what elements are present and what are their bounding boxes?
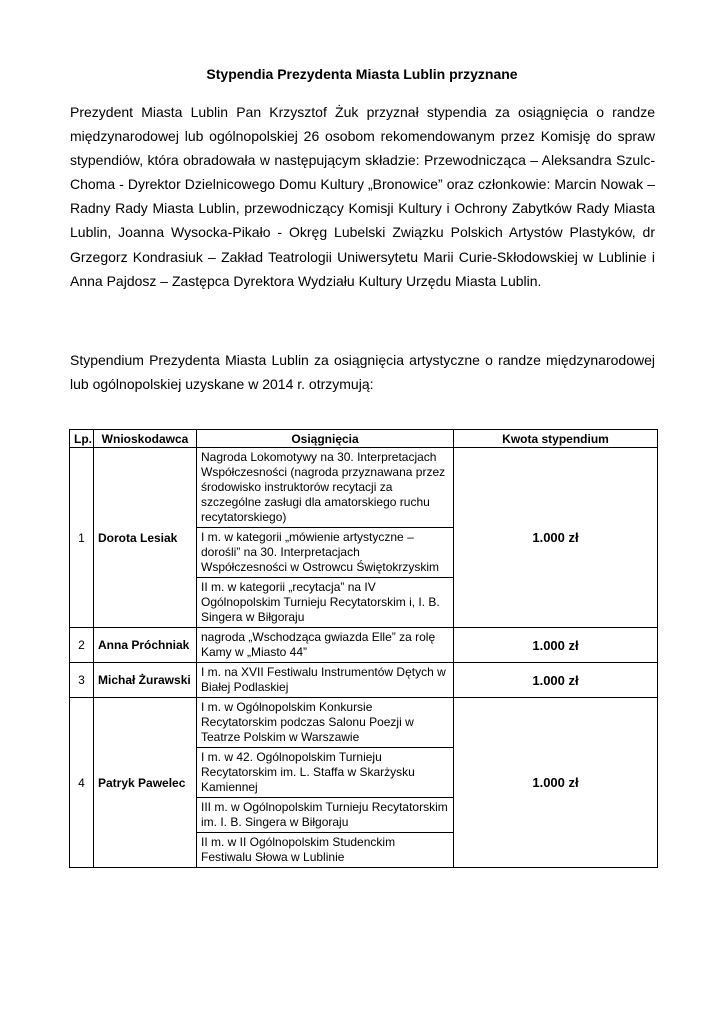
header-achievements: Osiągnięcia: [197, 430, 454, 448]
header-applicant: Wnioskodawca: [94, 430, 197, 448]
achievement-cell: II m. w II Ogólnopolskim Studenckim Festiwalu Słowa w Lublinie: [197, 833, 454, 868]
applicant-name: Michał Żurawski: [94, 663, 197, 698]
page-title: Stypendia Prezydenta Miasta Lublin przyznane: [206, 66, 518, 82]
scholarship-amount: 1.000 zł: [454, 663, 658, 698]
scholarship-amount: 1.000 zł: [454, 448, 658, 628]
achievement-cell: III m. w Ogólnopolskim Turnieju Recytatorskim im. I. B. Singera w Biłgoraju: [197, 798, 454, 833]
achievement-cell: I m. w Ogólnopolskim Konkursie Recytatorskim podczas Salonu Poezji w Teatrze Polskim w Warszawie: [197, 698, 454, 748]
scholarship-table: [69, 429, 658, 868]
achievement-cell: Nagroda Lokomotywy na 30. Interpretacjach Współczesności (nagroda przyznawana przez środowisko instruktorów recytacji za szczególne zasługi dla amatorskiego ruchu recytatorskiego): [197, 448, 454, 528]
achievement-cell: II m. w kategorii „recytacja” na IV Ogólnopolskim Turnieju Recytatorskim i, I. B. Singera w Biłgoraju: [197, 578, 454, 628]
row-number: 1: [70, 448, 94, 628]
achievement-cell: I m. w kategorii „mówienie artystyczne – dorośli” na 30. Interpretacjach Współczesności w Ostrowcu Świętokrzyskim: [197, 528, 454, 578]
intro-paragraph: Prezydent Miasta Lublin Pan Krzysztof Żuk przyznał stypendia za osiągnięcia o randze międzynarodowej lub ogólnopolskiej 26 osobom rekomendowanym przez Komisję do spraw stypendiów, która obradowała w następującym składzie: Przewodnicząca – Aleksandra Szulc-Choma - Dyrektor Dzielnicowego Domu Kultury „Bronowice” oraz członkowie: Marcin Nowak – Radny Rady Miasta Lublin, przewodniczący Komisji Kultury i Ochrony Zabytków Rady Miasta Lublin, Joanna Wysocka-Pikało - Okręg Lubelski Związku Polskich Artystów Plastyków, dr Grzegorz Kondrasiuk – Zakład Teatrologii Uniwersytetu Marii Curie-Skłodowskiej w Lublinie i Anna Pajdosz – Zastępca Dyrektora Wydziału Kultury Urzędu Miasta Lublin.: [70, 104, 655, 289]
row-number: 3: [70, 663, 94, 698]
achievement-cell: I m. w 42. Ogólnopolskim Turnieju Recytatorskim im. L. Staffa w Skarżysku Kamiennej: [197, 748, 454, 798]
row-number: 2: [70, 628, 94, 663]
scholarship-amount: 1.000 zł: [454, 628, 658, 663]
achievement-cell: I m. na XVII Festiwalu Instrumentów Dętych w Białej Podlaskiej: [197, 663, 454, 698]
achievement-cell: nagroda „Wschodząca gwiazda Elle” za rolę Kamy w „Miasto 44”: [197, 628, 454, 663]
table-row: [70, 663, 658, 698]
applicant-name: Dorota Lesiak: [94, 448, 197, 628]
applicant-name: Patryk Pawelec: [94, 698, 197, 868]
row-number: 4: [70, 698, 94, 868]
table-row: [70, 628, 658, 663]
recipients-intro-paragraph: Stypendium Prezydenta Miasta Lublin za osiągnięcia artystyczne o randze międzynarodowej lub ogólnopolskiej uzyskane w 2014 r. otrzymują:: [70, 352, 655, 393]
applicant-name: Anna Próchniak: [94, 628, 197, 663]
header-lp: Lp.: [70, 430, 94, 448]
table-row: [70, 448, 658, 528]
scholarship-amount: 1.000 zł: [454, 698, 658, 868]
header-amount: Kwota stypendium: [454, 430, 658, 448]
table-header-row: [70, 430, 658, 448]
table-row: [70, 698, 658, 748]
